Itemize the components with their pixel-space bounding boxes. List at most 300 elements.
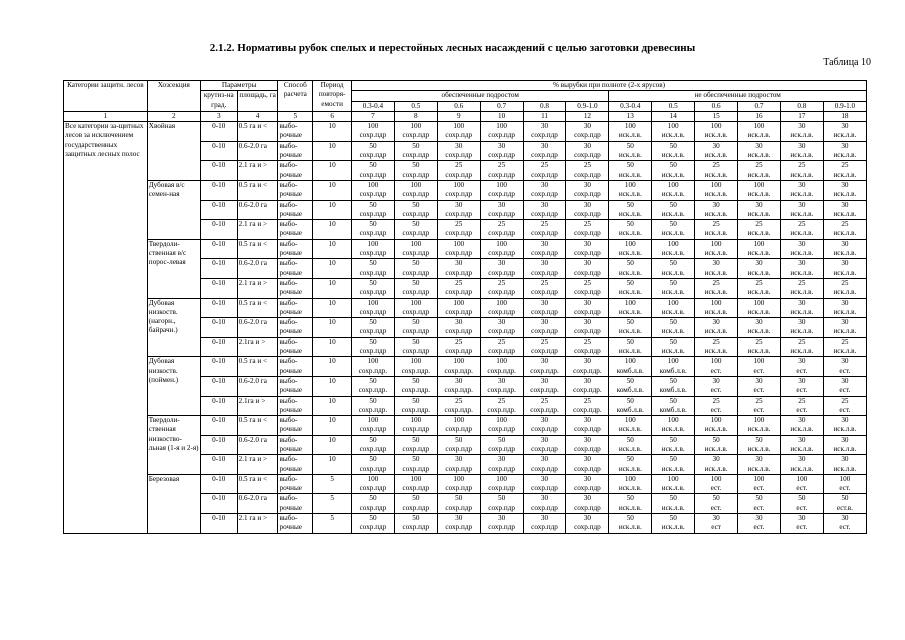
steepness-cell: 0-10 (200, 455, 237, 475)
method-note-cell: иск.л.в. (823, 131, 866, 141)
method-cell: рочные (278, 367, 313, 377)
method-note-cell: сохр.пдр (480, 288, 523, 298)
value-cell: 25 (437, 278, 480, 288)
method-note-cell: иск.л.в. (780, 249, 823, 259)
value-cell: 30 (695, 200, 738, 210)
value-cell: 30 (480, 200, 523, 210)
value-cell: 100 (609, 416, 652, 426)
column-number: 7 (352, 111, 395, 121)
method-note-cell: сохр.пдр (480, 249, 523, 259)
value-cell: 50 (394, 435, 437, 445)
steepness-cell: 0-10 (200, 161, 237, 181)
value-cell: 30 (566, 357, 609, 367)
column-number: 14 (652, 111, 695, 121)
value-cell: 50 (609, 337, 652, 347)
method-cell: выбо- (278, 455, 313, 465)
method-note-cell: сохр.пдр (566, 523, 609, 533)
section-cell: Дубовая в/с семен-ная (147, 180, 200, 239)
value-cell: 50 (652, 318, 695, 328)
value-cell: 100 (480, 180, 523, 190)
method-note-cell: сохр.пдр (437, 249, 480, 259)
value-cell: 30 (566, 435, 609, 445)
method-note-cell: иск.л.в. (780, 190, 823, 200)
method-note-cell: иск.л.в. (780, 151, 823, 161)
section-cell: Дубовая низкоств. (нагорн., байрачн.) (147, 298, 200, 357)
value-cell: 30 (780, 376, 823, 386)
table-row (64, 180, 867, 190)
table-row (64, 416, 867, 426)
method-note-cell: ест. (738, 406, 781, 416)
value-cell: 25 (695, 396, 738, 406)
method-note-cell: ест. (695, 406, 738, 416)
area-cell: 0.6-2.0 га (237, 141, 278, 161)
value-cell: 30 (480, 318, 523, 328)
value-cell: 100 (352, 416, 395, 426)
value-cell: 50 (352, 161, 395, 171)
method-note-cell: сохр.пдр. (566, 367, 609, 377)
value-cell: 50 (352, 435, 395, 445)
method-note-cell: иск.л.в. (823, 151, 866, 161)
period-cell: 10 (313, 180, 352, 200)
value-cell: 50 (652, 455, 695, 465)
section-cell: Твердоли-ственная низкоство-льная (1-я и 2-я) (147, 416, 200, 475)
method-cell: выбо- (278, 376, 313, 386)
method-note-cell: иск.л.в. (823, 171, 866, 181)
method-note-cell: сохр.пдр (523, 151, 566, 161)
value-cell: 25 (780, 278, 823, 288)
method-note-cell: иск.л.в. (738, 210, 781, 220)
area-cell: 0.6-2.0 га (237, 200, 278, 220)
value-cell: 50 (394, 220, 437, 230)
period-cell: 5 (313, 514, 352, 534)
header-section: Хозсекция (147, 81, 200, 112)
value-cell: 30 (566, 376, 609, 386)
method-note-cell: иск.л.в. (738, 190, 781, 200)
value-cell: 30 (523, 357, 566, 367)
area-cell: 0.5 га и < (237, 298, 278, 318)
method-note-cell: иск.л.в. (609, 249, 652, 259)
value-cell: 30 (566, 416, 609, 426)
area-cell: 0.5 га и < (237, 180, 278, 200)
value-cell: 25 (566, 161, 609, 171)
method-note-cell: комб.л.в. (609, 367, 652, 377)
value-cell: 25 (780, 337, 823, 347)
method-note-cell: сохр.пдр (437, 425, 480, 435)
method-note-cell: ест (695, 523, 738, 533)
method-note-cell: иск.л.в. (738, 327, 781, 337)
value-cell: 30 (437, 514, 480, 524)
value-cell: 100 (609, 239, 652, 249)
method-cell: рочные (278, 465, 313, 475)
value-cell: 100 (652, 357, 695, 367)
value-cell: 30 (523, 416, 566, 426)
method-note-cell: ест. (738, 523, 781, 533)
method-note-cell: ест. (780, 504, 823, 514)
value-cell: 50 (609, 161, 652, 171)
value-cell: 25 (523, 220, 566, 230)
density-header: 0.7 (480, 101, 523, 111)
value-cell: 100 (480, 122, 523, 132)
value-cell: 25 (823, 220, 866, 230)
method-cell: рочные (278, 131, 313, 141)
steepness-cell: 0-10 (200, 239, 237, 259)
method-note-cell: иск.л.в. (652, 249, 695, 259)
method-note-cell: комб.л.в. (609, 386, 652, 396)
period-cell: 10 (313, 220, 352, 240)
value-cell: 30 (823, 122, 866, 132)
method-note-cell: иск.л.в. (780, 229, 823, 239)
method-note-cell: иск.л.в. (738, 425, 781, 435)
steepness-cell: 0-10 (200, 180, 237, 200)
value-cell: 25 (437, 337, 480, 347)
method-note-cell: сохр.пдр (523, 229, 566, 239)
column-number: 1 (64, 111, 148, 121)
method-note-cell: сохр.пдр. (480, 367, 523, 377)
method-note-cell: сохр.пдр (480, 308, 523, 318)
value-cell: 50 (609, 494, 652, 504)
value-cell: 100 (609, 474, 652, 484)
value-cell: 30 (437, 200, 480, 210)
value-cell: 30 (480, 259, 523, 269)
value-cell: 100 (394, 298, 437, 308)
method-cell: рочные (278, 406, 313, 416)
method-cell: рочные (278, 151, 313, 161)
method-note-cell: иск.л.в. (609, 484, 652, 494)
method-note-cell: иск.л.в. (609, 151, 652, 161)
value-cell: 25 (823, 161, 866, 171)
column-number: 11 (523, 111, 566, 121)
value-cell: 30 (780, 514, 823, 524)
method-note-cell: сохр.пдр (394, 327, 437, 337)
value-cell: 50 (823, 494, 866, 504)
method-note-cell: сохр.пдр (523, 484, 566, 494)
value-cell: 100 (394, 180, 437, 190)
method-note-cell: сохр.пдр (437, 327, 480, 337)
period-cell: 10 (313, 396, 352, 416)
method-note-cell: иск.л.в. (609, 190, 652, 200)
value-cell: 50 (352, 318, 395, 328)
area-cell: 2.1 га и > (237, 278, 278, 298)
value-cell: 30 (780, 318, 823, 328)
method-note-cell: иск.л.в. (609, 210, 652, 220)
value-cell: 50 (609, 396, 652, 406)
method-note-cell: сохр.пдр (394, 504, 437, 514)
value-cell: 100 (394, 474, 437, 484)
value-cell: 50 (652, 220, 695, 230)
value-cell: 50 (437, 435, 480, 445)
method-cell: рочные (278, 327, 313, 337)
header-percent: % вырубки при полноте (2-х ярусов) (352, 81, 867, 91)
method-note-cell: иск.л.в. (695, 131, 738, 141)
value-cell: 100 (609, 180, 652, 190)
value-cell: 50 (437, 494, 480, 504)
value-cell: 50 (780, 494, 823, 504)
steepness-cell: 0-10 (200, 494, 237, 514)
value-cell: 50 (352, 396, 395, 406)
value-cell: 30 (566, 200, 609, 210)
method-note-cell: сохр.пдр (523, 347, 566, 357)
method-note-cell: сохр.пдр. (523, 386, 566, 396)
value-cell: 50 (609, 455, 652, 465)
density-header: 0.6 (437, 101, 480, 111)
method-note-cell: иск.л.в. (609, 171, 652, 181)
column-number: 16 (738, 111, 781, 121)
column-number: 13 (609, 111, 652, 121)
value-cell: 30 (823, 298, 866, 308)
method-note-cell: иск.л.в. (609, 327, 652, 337)
method-note-cell: сохр.пдр (394, 151, 437, 161)
area-cell: 2.1га и > (237, 396, 278, 416)
period-cell: 10 (313, 278, 352, 298)
method-cell: выбо- (278, 474, 313, 484)
value-cell: 50 (352, 514, 395, 524)
value-cell: 30 (523, 259, 566, 269)
value-cell: 50 (394, 318, 437, 328)
value-cell: 30 (823, 318, 866, 328)
value-cell: 100 (695, 357, 738, 367)
value-cell: 50 (609, 141, 652, 151)
method-cell: рочные (278, 269, 313, 279)
method-note-cell: иск.л.в. (652, 288, 695, 298)
method-note-cell: иск.л.в. (652, 210, 695, 220)
value-cell: 50 (652, 376, 695, 386)
method-note-cell: ест. (738, 504, 781, 514)
method-note-cell: ест. (823, 484, 866, 494)
method-note-cell: сохр.пдр. (394, 367, 437, 377)
method-note-cell: сохр.пдр (352, 229, 395, 239)
method-note-cell: сохр.пдр (566, 229, 609, 239)
value-cell: 30 (437, 318, 480, 328)
steepness-cell: 0-10 (200, 376, 237, 396)
method-note-cell: ест. (695, 367, 738, 377)
value-cell: 30 (780, 416, 823, 426)
method-note-cell: иск.л.в. (695, 327, 738, 337)
method-cell: рочные (278, 249, 313, 259)
section-cell: Дубовая низкоств. (поймен.) (147, 357, 200, 416)
value-cell: 25 (823, 278, 866, 288)
value-cell: 25 (738, 278, 781, 288)
method-note-cell: иск.л.в. (823, 445, 866, 455)
density-header: 0.5 (394, 101, 437, 111)
method-note-cell: сохр.пдр. (352, 406, 395, 416)
method-note-cell: сохр.пдр (394, 288, 437, 298)
method-note-cell: иск.л.в. (780, 465, 823, 475)
method-note-cell: сохр.пдр. (480, 406, 523, 416)
value-cell: 25 (566, 220, 609, 230)
value-cell: 100 (394, 122, 437, 132)
steepness-cell: 0-10 (200, 337, 237, 357)
density-header: 0.3-0.4 (609, 101, 652, 111)
method-note-cell: иск.л.в. (823, 327, 866, 337)
method-note-cell: сохр.пдр. (394, 406, 437, 416)
value-cell: 30 (566, 474, 609, 484)
value-cell: 30 (823, 514, 866, 524)
period-cell: 10 (313, 357, 352, 377)
table-row (64, 122, 867, 132)
value-cell: 30 (523, 141, 566, 151)
value-cell: 50 (480, 494, 523, 504)
value-cell: 100 (738, 298, 781, 308)
value-cell: 100 (352, 239, 395, 249)
value-cell: 30 (738, 455, 781, 465)
method-note-cell: иск.л.в. (652, 327, 695, 337)
value-cell: 50 (394, 396, 437, 406)
value-cell: 30 (523, 318, 566, 328)
value-cell: 30 (780, 298, 823, 308)
method-note-cell: иск.л.в. (695, 229, 738, 239)
method-note-cell: сохр.пдр. (566, 406, 609, 416)
value-cell: 100 (352, 122, 395, 132)
period-cell: 10 (313, 200, 352, 220)
method-cell: выбо- (278, 180, 313, 190)
value-cell: 100 (394, 239, 437, 249)
value-cell: 50 (609, 200, 652, 210)
value-cell: 100 (652, 239, 695, 249)
value-cell: 50 (695, 494, 738, 504)
value-cell: 100 (609, 298, 652, 308)
density-header: 0.3-0.4 (352, 101, 395, 111)
method-note-cell: сохр.пдр (352, 504, 395, 514)
method-note-cell: сохр.пдр (523, 523, 566, 533)
value-cell: 25 (437, 161, 480, 171)
value-cell: 30 (780, 239, 823, 249)
method-note-cell: сохр.пдр. (566, 386, 609, 396)
method-note-cell: сохр.пдр (352, 425, 395, 435)
value-cell: 30 (780, 259, 823, 269)
method-note-cell: сохр.пдр (480, 229, 523, 239)
method-note-cell: иск.л.в. (823, 465, 866, 475)
density-header: 0.6 (695, 101, 738, 111)
value-cell: 100 (352, 180, 395, 190)
value-cell: 100 (437, 474, 480, 484)
value-cell: 100 (352, 298, 395, 308)
value-cell: 100 (780, 474, 823, 484)
area-cell: 0.6-2.0 га (237, 318, 278, 338)
method-note-cell: иск.л.в. (609, 445, 652, 455)
method-note-cell: сохр.пдр (523, 171, 566, 181)
value-cell: 100 (652, 180, 695, 190)
method-cell: выбо- (278, 357, 313, 367)
method-cell: рочные (278, 523, 313, 533)
value-cell: 30 (480, 455, 523, 465)
method-note-cell: сохр.пдр (394, 171, 437, 181)
period-cell: 10 (313, 337, 352, 357)
area-cell: 2.1га и > (237, 337, 278, 357)
value-cell: 30 (523, 200, 566, 210)
method-cell: рочные (278, 229, 313, 239)
value-cell: 30 (566, 259, 609, 269)
value-cell: 30 (437, 141, 480, 151)
method-cell: рочные (278, 425, 313, 435)
value-cell: 25 (437, 396, 480, 406)
method-note-cell: сохр.пдр (523, 308, 566, 318)
value-cell: 50 (352, 376, 395, 386)
method-cell: выбо- (278, 220, 313, 230)
value-cell: 50 (394, 259, 437, 269)
method-note-cell: ест. (823, 523, 866, 533)
value-cell: 25 (823, 337, 866, 347)
method-note-cell: сохр.пдр (566, 308, 609, 318)
method-note-cell: иск.л.в. (738, 445, 781, 455)
value-cell: 50 (609, 278, 652, 288)
value-cell: 50 (352, 200, 395, 210)
method-note-cell: иск.л.в. (738, 308, 781, 318)
value-cell: 30 (437, 455, 480, 465)
value-cell: 100 (352, 357, 395, 367)
method-note-cell: сохр.пдр (394, 269, 437, 279)
period-cell: 5 (313, 474, 352, 494)
method-note-cell: иск.л.в. (780, 445, 823, 455)
method-cell: выбо- (278, 122, 313, 132)
method-note-cell: иск.л.в. (823, 269, 866, 279)
method-note-cell: сохр.пдр (352, 288, 395, 298)
method-note-cell: сохр.пдр (394, 484, 437, 494)
value-cell: 30 (738, 259, 781, 269)
value-cell: 100 (823, 474, 866, 484)
area-cell: 0.5 га и < (237, 474, 278, 494)
value-cell: 30 (780, 141, 823, 151)
value-cell: 25 (480, 278, 523, 288)
method-note-cell: иск.л.в. (823, 308, 866, 318)
method-note-cell: иск.л.в. (823, 210, 866, 220)
value-cell: 25 (566, 278, 609, 288)
steepness-cell: 0-10 (200, 298, 237, 318)
method-note-cell: иск.л.в. (780, 288, 823, 298)
value-cell: 25 (695, 220, 738, 230)
value-cell: 50 (352, 494, 395, 504)
method-note-cell: сохр.пдр (566, 484, 609, 494)
method-note-cell: ест. (780, 367, 823, 377)
method-cell: рочные (278, 504, 313, 514)
method-note-cell: сохр.пдр (480, 151, 523, 161)
area-cell: 0.5 га и < (237, 122, 278, 142)
area-cell: 0.6-2.0 га (237, 259, 278, 279)
value-cell: 30 (566, 122, 609, 132)
method-note-cell: иск.л.в. (609, 465, 652, 475)
value-cell: 30 (566, 180, 609, 190)
section-cell: Березовая (147, 474, 200, 533)
value-cell: 30 (823, 141, 866, 151)
header-params: Параметры (200, 81, 278, 91)
method-note-cell: иск.л.в. (823, 425, 866, 435)
value-cell: 100 (695, 239, 738, 249)
value-cell: 100 (437, 122, 480, 132)
value-cell: 30 (523, 514, 566, 524)
value-cell: 25 (480, 161, 523, 171)
method-note-cell: сохр.пдр (437, 504, 480, 514)
method-note-cell: сохр.пдр (480, 171, 523, 181)
method-note-cell: ест. (695, 504, 738, 514)
value-cell: 30 (480, 514, 523, 524)
table-row (64, 298, 867, 308)
value-cell: 25 (480, 396, 523, 406)
value-cell: 25 (523, 396, 566, 406)
density-header: 0.5 (652, 101, 695, 111)
value-cell: 25 (780, 396, 823, 406)
section-cell: Хвойная (147, 122, 200, 181)
method-note-cell: сохр.пдр (437, 171, 480, 181)
method-note-cell: иск.л.в. (652, 465, 695, 475)
value-cell: 30 (566, 298, 609, 308)
method-cell: выбо- (278, 259, 313, 269)
value-cell: 50 (352, 337, 395, 347)
method-cell: выбо- (278, 239, 313, 249)
method-note-cell: иск.л.в. (695, 308, 738, 318)
steepness-cell: 0-10 (200, 416, 237, 436)
method-note-cell: сохр.пдр (352, 327, 395, 337)
value-cell: 100 (738, 474, 781, 484)
period-cell: 10 (313, 259, 352, 279)
